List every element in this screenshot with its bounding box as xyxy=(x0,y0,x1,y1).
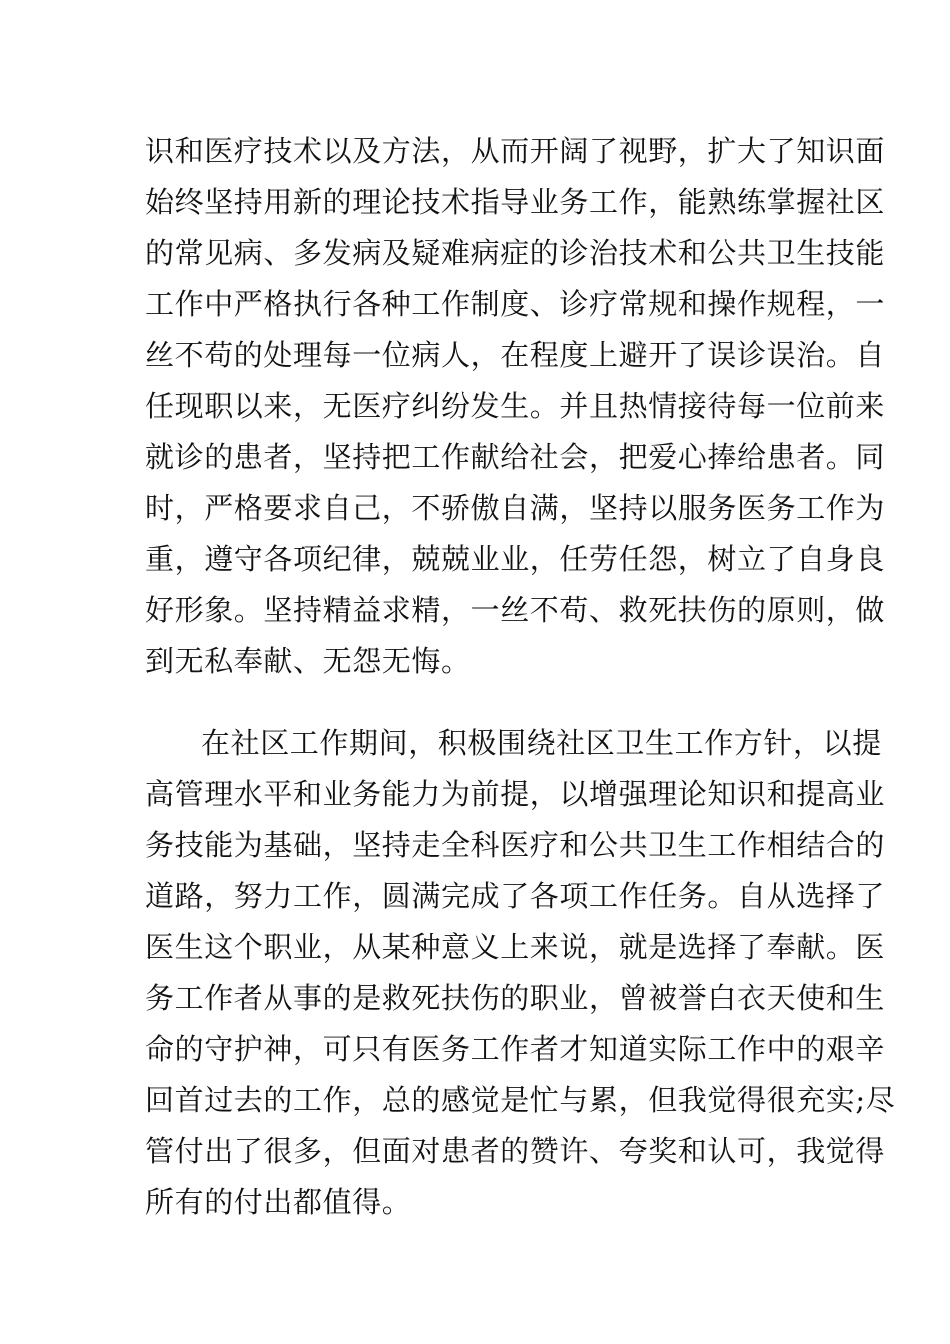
text-line: 所有的付出都值得。 xyxy=(145,1185,412,1219)
text-line: 道路，努力工作，圆满完成了各项工作任务。自从选择了 xyxy=(145,879,886,913)
text-line: 识和医疗技术以及方法，从而开阔了视野，扩大了知识面 xyxy=(145,134,886,168)
text-line: 回首过去的工作，总的感觉是忙与累，但我觉得很充实;尽 xyxy=(145,1083,896,1117)
text-line: 高管理水平和业务能力为前提，以增强理论知识和提高业 xyxy=(145,777,886,811)
text-line: 的常见病、多发病及疑难病症的诊治技术和公共卫生技能 xyxy=(145,236,886,270)
text-line: 任现职以来，无医疗纠纷发生。并且热情接待每一位前来 xyxy=(145,389,886,423)
text-line: 重，遵守各项纪律，兢兢业业，任劳任怨，树立了自身良 xyxy=(145,542,886,576)
text-line: 务技能为基础，坚持走全科医疗和公共卫生工作相结合的 xyxy=(145,828,886,862)
text-line: 医生这个职业，从某种意义上来说，就是选择了奉献。医 xyxy=(145,930,886,964)
paragraph-2 xyxy=(145,718,896,1228)
text-line: 务工作者从事的是救死扶伤的职业，曾被誉白衣天使和生 xyxy=(145,981,886,1015)
text-line: 始终坚持用新的理论技术指导业务工作，能熟练掌握社区 xyxy=(145,185,886,219)
text-line: 就诊的患者，坚持把工作献给社会，把爱心捧给患者。同 xyxy=(145,440,886,474)
text-line: 到无私奉献、无怨无悔。 xyxy=(145,644,471,678)
text-line: 工作中严格执行各种工作制度、诊疗常规和操作规程，一 xyxy=(145,287,886,321)
paragraph-1 xyxy=(145,126,886,687)
text-line-first: 在社区工作期间，积极围绕社区卫生工作方针，以提 xyxy=(201,726,882,760)
text-line: 管付出了很多，但面对患者的赞许、夸奖和认可，我觉得 xyxy=(145,1134,886,1168)
text-line: 丝不苟的处理每一位病人，在程度上避开了误诊误治。自 xyxy=(145,338,886,372)
text-line: 好形象。坚持精益求精，一丝不苟、救死扶伤的原则，做 xyxy=(145,593,886,627)
text-line: 时，严格要求自己，不骄傲自满，坚持以服务医务工作为 xyxy=(145,491,886,525)
text-line: 命的守护神，可只有医务工作者才知道实际工作中的艰辛 xyxy=(145,1032,886,1066)
